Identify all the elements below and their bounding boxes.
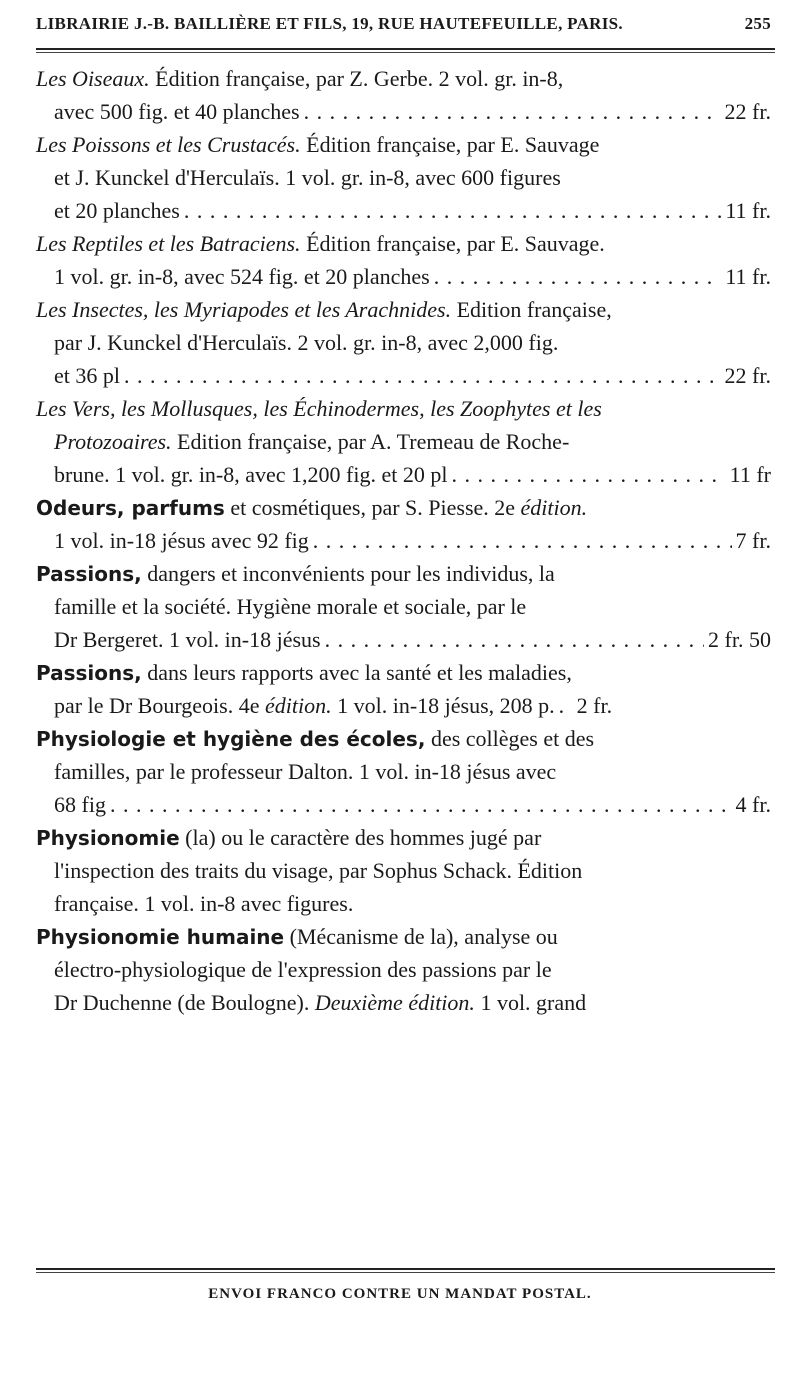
entry-text: par J. Kunckel d'Herculaïs. 2 vol. gr. in-8, avec 2,000 fig. bbox=[54, 330, 559, 355]
entry-text: Edition française, par A. Tremeau de Roche- bbox=[171, 429, 570, 454]
catalog-entry bbox=[36, 557, 771, 656]
entry-text: 68 fig bbox=[54, 792, 106, 817]
page-number: 255 bbox=[744, 14, 771, 33]
entry-price: 4 fr. bbox=[735, 792, 771, 817]
catalog-entry bbox=[36, 491, 771, 557]
catalog-entry bbox=[36, 293, 771, 392]
entry-text: et 20 planches bbox=[54, 198, 180, 223]
catalog-entry bbox=[36, 128, 771, 227]
footer-rule bbox=[36, 1268, 775, 1270]
entry-price: 22 fr. bbox=[724, 363, 771, 388]
leader-dots bbox=[325, 623, 704, 656]
entry-text: dangers et inconvénients pour les individus, la bbox=[141, 561, 555, 586]
entry-text: électro-physiologique de l'expression des passions par le bbox=[54, 957, 552, 982]
entry-title: Passions, bbox=[36, 661, 142, 685]
catalog-entry bbox=[36, 722, 771, 821]
entry-text: Dr Duchenne (de Boulogne). bbox=[54, 990, 315, 1015]
header-rule bbox=[36, 48, 775, 50]
entry-text: Edition française, bbox=[451, 297, 612, 322]
header-rule-thin bbox=[36, 52, 775, 53]
footer-rule-thin bbox=[36, 1272, 775, 1273]
entry-text: Édition française, par E. Sauvage. bbox=[300, 231, 605, 256]
entry-price: 2 fr. 50 bbox=[708, 627, 771, 652]
entry-text: 1 vol. gr. in-8, avec 524 fig. et 20 planches bbox=[54, 264, 430, 289]
leader-dots bbox=[184, 194, 722, 227]
catalog-entries bbox=[36, 62, 771, 1019]
entry-title: Les Vers, les Mollusques, les Échinodermes, les Zoophytes et les bbox=[36, 396, 602, 421]
leader-dots bbox=[559, 689, 573, 722]
entry-title: Odeurs, parfums bbox=[36, 496, 225, 520]
entry-text: Édition française, par E. Sauvage bbox=[300, 132, 600, 157]
catalog-entry bbox=[36, 227, 771, 293]
entry-text: 1 vol. in-18 jésus avec 92 fig bbox=[54, 528, 309, 553]
leader-dots bbox=[434, 260, 722, 293]
leader-dots bbox=[304, 95, 721, 128]
entry-price: 7 fr. bbox=[735, 528, 771, 553]
entry-text: famille et la société. Hygiène morale et sociale, par le bbox=[54, 594, 527, 619]
entry-title: Physionomie bbox=[36, 826, 180, 850]
entry-text: 1 vol. grand bbox=[474, 990, 587, 1015]
publisher-header: LIBRAIRIE J.-B. BAILLIÈRE ET FILS, 19, RUE HAUTEFEUILLE, PARIS. bbox=[36, 14, 623, 33]
leader-dots bbox=[313, 524, 732, 557]
footer-notice: ENVOI FRANCO CONTRE UN MANDAT POSTAL. bbox=[208, 1286, 592, 1302]
catalog-entry bbox=[36, 920, 771, 1019]
entry-text: Dr Bergeret. 1 vol. in-18 jésus bbox=[54, 627, 321, 652]
catalog-entry bbox=[36, 62, 771, 128]
entry-text: Édition française, par Z. Gerbe. 2 vol. gr. in-8, bbox=[149, 66, 564, 91]
entry-text: familles, par le professeur Dalton. 1 vol. in-18 jésus avec bbox=[54, 759, 557, 784]
leader-dots bbox=[110, 788, 732, 821]
entry-title: Physiologie et hygiène des écoles, bbox=[36, 727, 426, 751]
catalog-entry bbox=[36, 821, 771, 920]
entry-text: 1 vol. in-18 jésus, 208 p. bbox=[331, 693, 555, 718]
catalog-entry bbox=[36, 392, 771, 491]
entry-text: et J. Kunckel d'Herculaïs. 1 vol. gr. in-8, avec 600 figures bbox=[54, 165, 561, 190]
entry-price: 11 fr bbox=[729, 462, 771, 487]
entry-text: dans leurs rapports avec la santé et les maladies, bbox=[141, 660, 572, 685]
entry-price: 22 fr. bbox=[724, 99, 771, 124]
running-head bbox=[36, 14, 771, 34]
entry-text: et cosmétiques, par S. Piesse. 2e bbox=[224, 495, 521, 520]
leader-dots bbox=[451, 458, 725, 491]
entry-price: 2 fr. bbox=[576, 693, 613, 718]
entry-title: Les Oiseaux. bbox=[36, 66, 150, 91]
entry-text: avec 500 fig. et 40 planches bbox=[54, 99, 300, 124]
entry-text: brune. 1 vol. gr. in-8, avec 1,200 fig. et 20 pl bbox=[54, 462, 448, 487]
entry-text: l'inspection des traits du visage, par Sophus Schack. Édition bbox=[54, 858, 583, 883]
entry-title: Physionomie humaine bbox=[36, 925, 285, 949]
entry-text: des collèges et des bbox=[425, 726, 595, 751]
entry-title: Les Insectes, les Myriapodes et les Arachnides. bbox=[36, 297, 452, 322]
catalog-entry bbox=[36, 656, 771, 722]
leader-dots bbox=[124, 359, 721, 392]
entry-title: Passions, bbox=[36, 562, 142, 586]
entry-text: (Mécanisme de la), analyse ou bbox=[284, 924, 558, 949]
entry-price: 11 fr. bbox=[725, 264, 771, 289]
entry-title: Les Reptiles et les Batraciens. bbox=[36, 231, 301, 256]
entry-title: Les Poissons et les Crustacés. bbox=[36, 132, 301, 157]
entry-text: et 36 pl bbox=[54, 363, 120, 388]
entry-text: (la) ou le caractère des hommes jugé par bbox=[179, 825, 542, 850]
entry-edition: édition. bbox=[265, 693, 332, 718]
entry-text: française. 1 vol. in-8 avec figures. bbox=[54, 891, 354, 916]
entry-edition: édition. bbox=[520, 495, 588, 520]
entry-text: par le Dr Bourgeois. 4e bbox=[54, 693, 265, 718]
entry-title-cont: Protozoaires. bbox=[54, 429, 172, 454]
entry-edition: Deuxième édition. bbox=[314, 990, 475, 1015]
entry-price: 11 fr. bbox=[725, 198, 771, 223]
